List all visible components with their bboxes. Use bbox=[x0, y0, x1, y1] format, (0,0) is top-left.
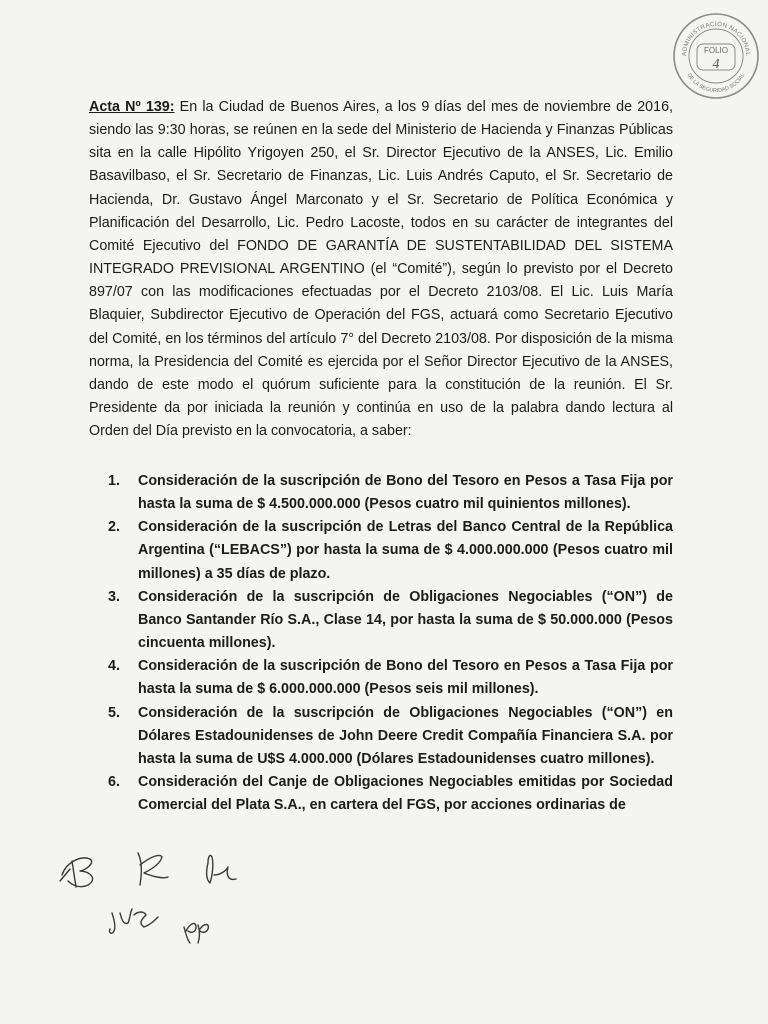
agenda-item-number: 1. bbox=[108, 473, 120, 489]
agenda-item-number: 3. bbox=[108, 588, 120, 605]
agenda-item bbox=[108, 655, 673, 701]
stamp-folio-number: 4 bbox=[712, 57, 720, 72]
agenda-item-text: Consideración de la suscripción de Obligaciones Negociables (“ON”) de Banco Santander Río S.A., Clase 14, por hasta la suma de $ 50.000.000 (Pesos cincuenta millones). bbox=[138, 588, 673, 652]
agenda-item-text: Consideración de la suscripción de Bono del Tesoro en Pesos a Tasa Fija por hasta la suma de $ 4.500.000.000 (Pesos cuatro mil quinientos millones). bbox=[138, 473, 673, 513]
agenda-item-text: Consideración del Canje de Obligaciones Negociables emitidas por Sociedad Comercial del Plata S.A., en cartera del FGS, por acciones ordinarias de bbox=[138, 774, 673, 814]
agenda-item bbox=[108, 586, 673, 655]
agenda-item-text: Consideración de la suscripción de Letras del Banco Central de la República Argentina (“LEBACS”) por hasta la suma de $ 4.000.000.000 (Pesos cuatro mil millones) a 35 días de plazo. bbox=[138, 519, 673, 582]
stamp-top-text: ADMINISTRACIÓN NACIONAL bbox=[680, 20, 752, 57]
signature-4 bbox=[109, 909, 158, 933]
signature-2 bbox=[138, 853, 168, 885]
agenda-item-text: Consideración de la suscripción de Bono del Tesoro en Pesos a Tasa Fija por hasta la suma de $ 6.000.000.000 (Pesos seis mil millones). bbox=[138, 658, 673, 698]
acta-body-text: En la Ciudad de Buenos Aires, a los 9 días del mes de noviembre de 2016, siendo las 9:30 horas, se reúnen en la sede del Ministerio de Hacienda y Finanzas Públicas sita en la calle Hipólito Yrigoyen 250, el Sr. Director Ejecutivo de la ANSES, Lic. Emilio Basavilbaso, el Sr. Secretario de Finanzas, Lic. Luis Andrés Caputo, el Sr. Secretario de Hacienda, Dr. Gustavo Ángel Marconato y el Sr. Secretario de Política Económica y Planificación del Desarrollo, Lic. Pedro Lacoste, todos en su carácter de integrantes del Comité Ejecutivo del FONDO DE GARANTÍA DE SUSTENTABILIDAD DEL SISTEMA INTEGRADO PREVISIONAL ARGENTINO (el “Comité”), según lo previsto por el Decreto 897/07 con las modificaciones efectuadas por el Decreto 2103/08. El Lic. Luis María Blaquier, Subdirector Ejecutivo de Operación del FGS, actuará como Secretario Ejecutivo del Comité, en los términos del artículo 7° del Decreto 2103/08. Por disposición de la misma norma, la Presidencia del Comité es ejercida por el Señor Director Ejecutivo de la ANSES, dando de este modo el quórum suficiente para la constitución de la reunión. El Sr. Presidente da por iniciada la reunión y continúa en uso de la palabra dando lectura al Orden del Día previsto en la convocatoria, a saber: bbox=[89, 99, 673, 440]
agenda-item bbox=[108, 470, 673, 516]
agenda-item-number: 4. bbox=[108, 658, 120, 675]
agenda-item bbox=[108, 771, 673, 817]
handwritten-signatures bbox=[50, 835, 290, 955]
folio-stamp bbox=[672, 12, 760, 100]
acta-number-label: Acta Nº 139: bbox=[89, 99, 175, 115]
agenda-item-number: 2. bbox=[108, 519, 120, 536]
agenda-item bbox=[108, 516, 673, 585]
signature-1 bbox=[60, 858, 93, 887]
agenda-item bbox=[108, 702, 673, 771]
signature-5 bbox=[184, 924, 208, 943]
agenda-item-number: 5. bbox=[108, 704, 120, 721]
stamp-bottom-text: DE LA SEGURIDAD SOCIAL bbox=[685, 72, 747, 95]
stamp-folio-label: FOLIO bbox=[703, 46, 729, 55]
agenda-list bbox=[108, 470, 673, 817]
signature-3 bbox=[207, 855, 236, 883]
agenda-item-text: Consideración de la suscripción de Obligaciones Negociables (“ON”) en Dólares Estadounidenses de John Deere Credit Compañía Financiera S.A. por hasta la suma de U$S 4.000.000 (Dólares Estadounidenses cuatro millones). bbox=[138, 704, 673, 767]
acta-paragraph bbox=[89, 96, 673, 443]
agenda-item-number: 6. bbox=[108, 774, 120, 791]
